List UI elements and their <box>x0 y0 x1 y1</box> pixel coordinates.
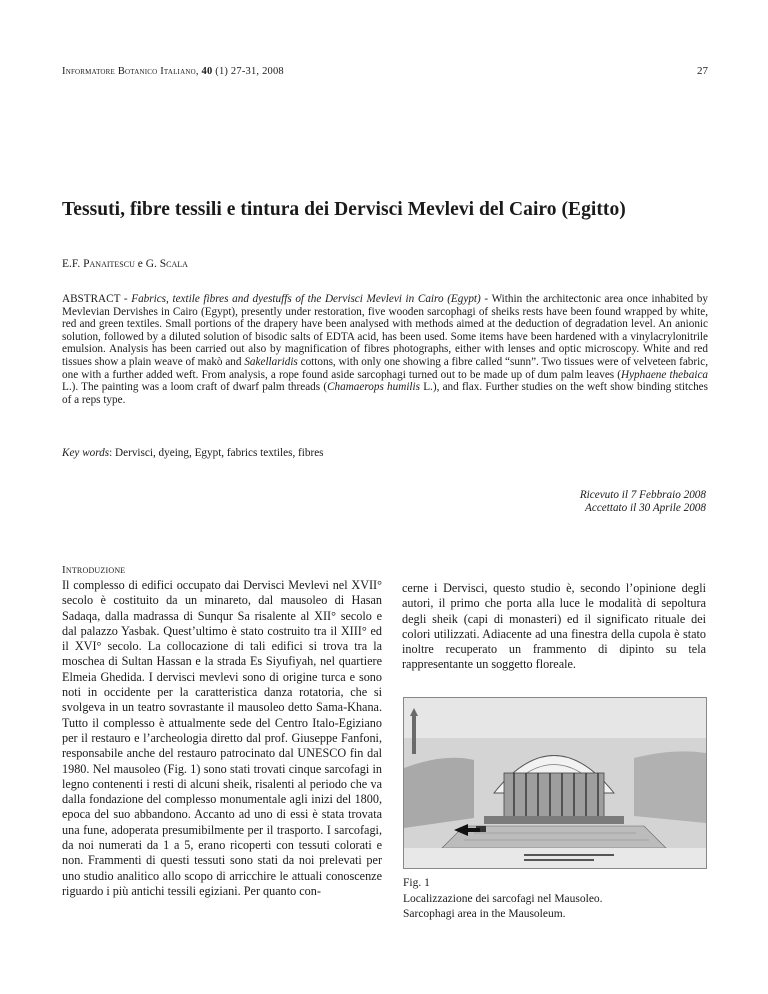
abstract-text-d: L.), and flax. Further studies on the weft show binding stitches of a reps type. <box>62 381 708 406</box>
abstract-italic-3: Chamaerops humilis <box>327 381 420 394</box>
author-2: Scala <box>159 258 188 270</box>
keywords <box>62 447 324 459</box>
mausoleum-drawing <box>404 698 706 868</box>
figure-label: Fig. 1 <box>403 877 430 889</box>
abstract-title: Fabrics, textile fibres and dyestuffs of the Dervisci Mevlevi in Cairo (Egypt) <box>131 293 481 305</box>
keywords-label: Key words <box>62 447 110 459</box>
abstract-text-c: L.). The painting was a loom craft of dwarf palm threads ( <box>62 381 328 394</box>
figure-mausoleum-illustration <box>403 697 707 869</box>
abstract-text-b: cottons, with only one showing a fibre called “sunn”. Two tissues were of velveteen fabric, one with a further added weft. From analysis, a rope found aside sarcophagi turned out to be made up of dum palm leaves ( <box>62 355 708 381</box>
journal-name: Informatore Botanico Italiano, <box>62 66 199 77</box>
journal-volume: 40 <box>201 66 213 77</box>
running-head <box>62 66 284 77</box>
authors <box>62 258 188 270</box>
figure-caption-english: Sarcophagi area in the Mausoleum. <box>403 908 566 920</box>
received-date: Ricevuto il 7 Febbraio 2008 <box>579 489 706 501</box>
accepted-date: Accettato il 30 Aprile 2008 <box>585 502 706 514</box>
left-column <box>62 564 382 899</box>
abstract-italic-2: Hyphaene thebaica <box>621 368 708 381</box>
journal-issue-pages: (1) 27-31, 2008 <box>215 66 284 77</box>
abstract-label: ABSTRACT - <box>62 293 132 305</box>
article-title: Tessuti, fibre tessili e tintura dei Dervisci Mevlevi del Cairo (Egitto) <box>62 199 626 220</box>
right-column <box>402 581 706 673</box>
keywords-text: : Dervisci, dyeing, Egypt, fabrics textiles, fibres <box>109 447 324 459</box>
abstract-sep: - <box>480 293 492 305</box>
intro-paragraph-1: Il complesso di edifici occupato dai Dervisci Mevlevi nel XVII° secolo è costituito da un minareto, dal mausoleo di Hasan Sadaqa, dalla madrassa di Sunqur Sa risalente al XII° secolo e dal palazzo Yasbak. Quest’ultimo è stato costruito tra il XIII° ed il XVI° secolo. La collocazione di tali edifici si trova tra la moschea di Sultan Hassan e la strada Es Siyufiyah, nel quartiere Elmeia Ghedida. I dervisci mevlevi sono di origine turca e sono noti in occidente per la caratteristica danza rotatoria, che si svolgeva in un teatro sovrastante il mausoleo detto Sama-Khana. Tutto il complesso è attualmente sede del Centro Italo-Egiziano per il restauro e l’archeologia diretto dal prof. Giuseppe Fanfoni, responsabile anche del restauro patrocinato dal UNESCO fin dal 1980. Nel mausoleo (Fig. 1) sono stati trovati cinque sarcofagi in legno contenenti i resti di alcuni sheik, risalenti al periodo che va dalla fondazione del complesso monumentale agli inizi del 1800, epoca del suo abbandono. Accanto ad uno di essi è stata trovata una fune, adoperata presumibilmente per il trasporto. I sarcofagi, da noi numerati da 1 a 5, erano ricoperti con tessuti colorati e non. Frammenti di questi tessuti sono stati da noi prelevati per uno studio analitico allo scopo di arricchire le attuali conoscenze riguardo i più antichi tessili egiziani. Per quanto con- <box>62 578 382 898</box>
author-initials: E.F. <box>62 258 84 270</box>
figure-caption-italian: Localizzazione dei sarcofagi nel Mausoleo. <box>403 893 603 905</box>
intro-heading: Introduzione <box>62 564 126 576</box>
intro-paragraph-2: cerne i Dervisci, questo studio è, secondo l’opinione degli autori, il primo che porta alla luce le modalità di sepoltura degli sheik (capi di monasteri) ed il significato rituale dei colori utilizzati. Adiacente ad una finestra della cupola è stato inoltre recuperato un frammento di dipinto su tela rappresentante un soggetto floreale. <box>402 581 706 672</box>
author-1: Panaitescu <box>83 258 135 270</box>
abstract <box>62 293 708 406</box>
abstract-text-a: Within the architectonic area once inhabited by Mevlevian Dervishes in Cairo (Egypt), presently under restoration, five wooden sarcophagi of sheiks rests have been found wrapped by white, red and green textiles. Small portions of the drapery have been analysed with methods aimed at the deduction of degradation level. An anionic solution, followed by a diluted solution of bisodic salts of EDTA acid, has been used. Some items have been hardened with a vinylacrylonitrile emulsion. Analysis has been carried out also by magnification of fibres photographs, either with lenses and optic microscopy. White and red tissues show a plain weave of makò and <box>62 293 708 368</box>
page-number: 27 <box>697 65 708 77</box>
abstract-italic-1: Sakellaridis <box>244 355 298 368</box>
author-conjunction: e G. <box>134 258 160 270</box>
submission-dates <box>580 489 706 515</box>
